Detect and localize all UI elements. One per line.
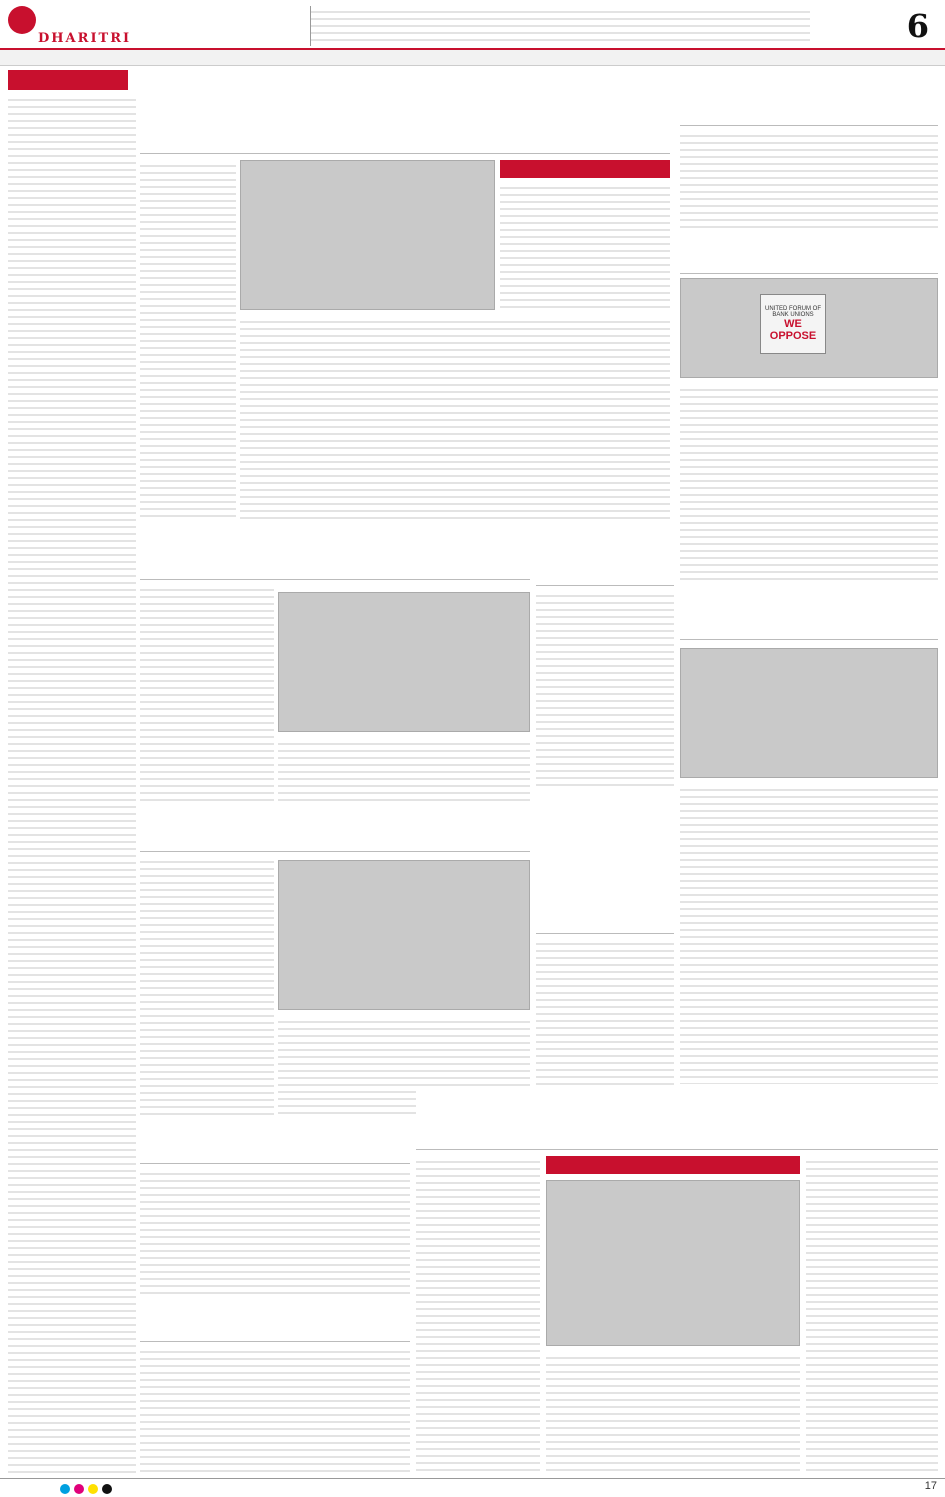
registration-mark-cyan-icon (60, 1484, 70, 1494)
bottom-lead-continued (546, 1352, 800, 1476)
bottom-lead-text (416, 1156, 540, 1476)
page-footer (0, 1478, 945, 1497)
sidebar-points (500, 182, 670, 312)
right-headline-2 (680, 234, 938, 274)
lead-article-text (140, 160, 236, 520)
registration-mark-magenta-icon (74, 1484, 84, 1494)
footer-page-number: 17 (924, 1480, 937, 1492)
mosquito-net-photo (278, 860, 530, 1010)
forest-fire-photo (546, 1180, 800, 1346)
masthead-logo (8, 6, 132, 46)
mid-headline-2 (536, 530, 674, 586)
bottom-lead-headline (416, 1090, 938, 1150)
left-column-text (8, 94, 136, 1478)
bank-banner-line1: UNITED FORUM OF BANK UNIONS (765, 306, 821, 318)
lead-headline (140, 70, 670, 154)
mid-article-2-text (536, 590, 674, 790)
bottom-article-1-text (140, 1168, 410, 1298)
lead-photo (240, 160, 495, 310)
section-tag (8, 70, 128, 90)
protest-photo (278, 592, 530, 732)
top-news-brief (310, 6, 810, 46)
registration-mark-black-icon (102, 1484, 112, 1494)
right-article-1-text (680, 130, 938, 230)
right-headline-1 (680, 70, 938, 126)
registration-mark-yellow-icon (88, 1484, 98, 1494)
right-headline-3 (680, 590, 938, 640)
date-bar (0, 48, 945, 66)
bottom-headline-1 (140, 1120, 410, 1164)
mid-headline-1 (140, 524, 530, 580)
bank-banner-line2: WE OPPOSE (769, 318, 817, 342)
right-article-3-text (680, 784, 938, 1084)
train-photo (680, 648, 938, 778)
mid-headline-3 (140, 808, 530, 852)
bottom-lead-tag (546, 1156, 800, 1174)
mid-article-1-continued (278, 738, 530, 804)
right-article-2-text (680, 384, 938, 584)
page-number: 6 (906, 7, 929, 45)
mid-article-1-text (140, 584, 274, 804)
logo-mark-icon (8, 6, 36, 34)
bank-strike-banner (760, 294, 826, 354)
bottom-headline-2 (140, 1302, 410, 1342)
lead-article-continued (240, 316, 670, 520)
bottom-article-2-text (140, 1346, 410, 1476)
sidebar-tag (500, 160, 670, 178)
logo-caption: DHARITRI (38, 31, 132, 46)
mid-headline-4 (536, 868, 674, 934)
bottom-lead-sidebar (806, 1156, 938, 1476)
mid-article-3-text (140, 856, 274, 1116)
